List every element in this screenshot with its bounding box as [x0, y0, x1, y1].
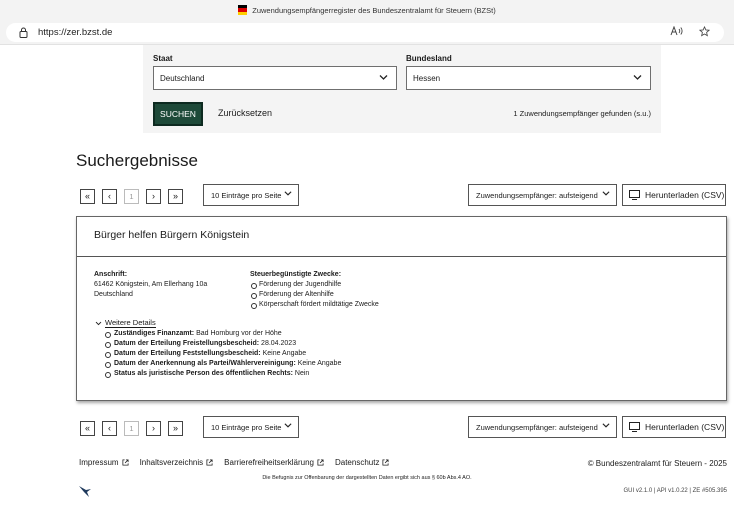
chevron-down-icon	[602, 190, 610, 199]
address-bar	[0, 20, 734, 45]
detail-value: Bad Homburg vor der Höhe	[196, 330, 282, 337]
purposes-label: Steuerbegünstigte Zwecke:	[250, 271, 342, 278]
detail-item	[103, 349, 341, 359]
prev-page-button[interactable]: ‹	[102, 189, 117, 204]
next-page-button[interactable]: ›	[146, 189, 161, 204]
details-toggle[interactable]	[95, 318, 156, 328]
detail-value: Keine Angabe	[297, 360, 342, 367]
detail-label: Datum der Erteilung Freistellungsbescheid:	[114, 340, 260, 347]
window-title: Zuwendungsempfängerregister des Bundeszentralamt für Steuern (BZSt)	[252, 5, 496, 15]
footer-link-label: Datenschutz	[334, 458, 380, 467]
result-card	[76, 216, 727, 401]
bzst-logo-icon	[78, 484, 92, 503]
address-block	[94, 270, 207, 300]
footer-link-datenschutz[interactable]	[335, 458, 389, 467]
detail-value: 28.04.2023	[261, 340, 297, 347]
chevron-down-icon	[602, 422, 610, 431]
favorite-star-icon[interactable]	[699, 26, 710, 40]
footer-link-label: Barrierefreiheitserklärung	[224, 458, 314, 467]
search-button[interactable]: SUCHEN	[153, 102, 203, 126]
chevron-down-icon	[633, 74, 642, 83]
address-line: 61462 Königstein, Am Ellerhang 10a	[94, 281, 208, 288]
footer-link-impressum[interactable]	[79, 458, 129, 467]
sort-value: Zuwendungsempfänger: aufsteigend	[476, 422, 598, 432]
per-page-select[interactable]	[203, 416, 299, 438]
chevron-down-icon	[284, 422, 292, 431]
detail-label: Zuständiges Finanzamt:	[114, 330, 195, 337]
detail-value: Keine Angabe	[262, 350, 307, 357]
first-page-button[interactable]: «	[80, 421, 95, 436]
staat-select[interactable]	[153, 66, 397, 90]
external-link-icon	[382, 459, 389, 466]
per-page-value: 10 Einträge pro Seite	[211, 422, 282, 432]
details-toggle-label: Weitere Details	[105, 318, 156, 327]
details-list	[103, 329, 341, 379]
card-header	[77, 217, 726, 257]
purpose-item: Körperschaft fördert mildtätige Zwecke	[250, 300, 379, 310]
bundesland-label: Bundesland	[406, 54, 452, 63]
footer-link-barrierefreiheit[interactable]	[224, 458, 324, 467]
purpose-item: Förderung der Altenhilfe	[250, 290, 379, 300]
footer-links	[79, 458, 400, 467]
detail-value: Nein	[294, 370, 310, 377]
reset-link[interactable]: Zurücksetzen	[218, 108, 273, 118]
external-link-icon	[317, 459, 324, 466]
download-label: Herunterladen (CSV)	[645, 422, 725, 432]
last-page-button[interactable]: »	[168, 421, 183, 436]
footer-link-label: Impressum	[79, 458, 119, 467]
last-page-button[interactable]: »	[168, 189, 183, 204]
chevron-down-icon	[284, 190, 292, 199]
bundesland-value: Hessen	[413, 73, 441, 83]
download-label: Herunterladen (CSV)	[645, 190, 725, 200]
page-number[interactable]: 1	[124, 189, 139, 204]
detail-item	[103, 369, 341, 379]
chevron-down-icon	[379, 74, 388, 83]
bundesland-select[interactable]	[406, 66, 651, 90]
address-country: Deutschland	[94, 291, 133, 298]
detail-item	[103, 339, 341, 349]
version-info: GUI v2.1.0 | API v1.0.22 | ZE #505.395	[623, 488, 727, 494]
detail-label: Datum der Anerkennung als Partei/Wählervereinigung:	[114, 360, 296, 367]
sort-value: Zuwendungsempfänger: aufsteigend	[476, 190, 598, 200]
external-link-icon	[206, 459, 213, 466]
filter-panel	[143, 45, 661, 133]
copyright: © Bundeszentralamt für Steuern - 2025	[587, 459, 727, 468]
sort-select[interactable]	[468, 184, 617, 206]
next-page-button[interactable]: ›	[146, 421, 161, 436]
card-title: Bürger helfen Bürgern Königstein	[94, 229, 250, 241]
download-csv-button[interactable]	[622, 184, 726, 206]
flag-icon	[238, 5, 247, 15]
pagination-top	[80, 185, 190, 207]
download-icon	[629, 422, 640, 432]
url-field[interactable]	[6, 23, 724, 42]
result-count: 1 Zuwendungsempfänger gefunden (s.u.)	[513, 109, 651, 118]
legal-notice: Die Befugnis zur Offenbarung der dargestellten Daten ergibt sich aus § 60b Abs.4 AO.	[262, 475, 472, 481]
purposes-block	[250, 270, 379, 310]
prev-page-button[interactable]: ‹	[102, 421, 117, 436]
per-page-select[interactable]	[203, 184, 299, 206]
purpose-item: Förderung der Jugendhilfe	[250, 280, 379, 290]
staat-label: Staat	[153, 54, 173, 63]
detail-label: Datum der Erteilung Feststellungsbescheid:	[114, 350, 261, 357]
detail-label: Status als juristische Person des öffentlichen Rechts:	[114, 370, 293, 377]
page-title: Suchergebnisse	[76, 151, 198, 170]
per-page-value: 10 Einträge pro Seite	[211, 190, 282, 200]
external-link-icon	[122, 459, 129, 466]
pagination-bottom	[80, 417, 190, 439]
chevron-down-icon	[95, 319, 102, 328]
download-icon	[629, 190, 640, 200]
lock-icon[interactable]	[16, 27, 30, 38]
footer-link-inhaltsverzeichnis[interactable]	[140, 458, 214, 467]
sort-select[interactable]	[468, 416, 617, 438]
first-page-button[interactable]: «	[80, 189, 95, 204]
browser-title-bar	[0, 0, 734, 20]
address-label: Anschrift:	[94, 271, 128, 278]
detail-item	[103, 359, 341, 369]
footer-link-label: Inhaltsverzeichnis	[139, 458, 204, 467]
url-text[interactable]: https://zer.bzst.de	[38, 27, 113, 38]
staat-value: Deutschland	[160, 73, 205, 83]
detail-item	[103, 329, 341, 339]
read-aloud-icon[interactable]	[670, 26, 683, 39]
download-csv-button[interactable]	[622, 416, 726, 438]
page-number[interactable]: 1	[124, 421, 139, 436]
